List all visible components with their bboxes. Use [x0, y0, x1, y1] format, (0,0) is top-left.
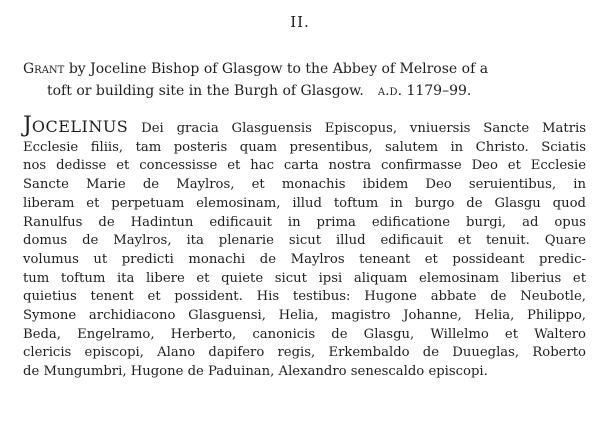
- text-line: nos dedisse et concessisse et hac carta nostra confirmasse Deo et Ecclesie: [23, 158, 586, 174]
- text-line: Sancte Marie de Maylros, et monachis ibidem Deo seruientibus, in: [23, 177, 586, 193]
- text-line: domus de Maylros, ita plenarie sicut illud edificauit et tenuit. Quare: [23, 233, 586, 249]
- text-line: [23, 113, 586, 139]
- heading-date: a.d. 1179–99.: [377, 83, 472, 99]
- heading-line-2: [23, 80, 586, 102]
- initial-letter: J: [23, 113, 32, 138]
- charter-text: [23, 113, 586, 382]
- text-line: de Mungumbri, Hugone de Paduinan, Alexandro senescaldo episcopi.: [23, 364, 488, 380]
- text-line: tum toftum ita libere et quiete sicut ipsi aliquam elemosinam liberius et: [23, 270, 586, 286]
- heading-line-2-text: toft or building site in the Burgh of Glasgow.: [47, 83, 364, 99]
- text-line-1-rest: Dei gracia Glasguensis Episcopus, vniuersis Sancte Matris: [141, 121, 586, 136]
- text-line: clericis episcopi, Alano dapifero regis, Erkembaldo de Duueglas, Roberto: [23, 345, 586, 361]
- text-line: volumus ut predicti monachi de Maylros teneant et possideant predic-: [23, 251, 586, 267]
- heading-line-1: [23, 58, 586, 80]
- first-word: [23, 113, 129, 138]
- heading-lead-word: Grant: [23, 61, 65, 77]
- text-line: Beda, Engelramo, Herberto, canonicis de Glasgu, Willelmo et Waltero: [23, 326, 586, 342]
- text-line: Ranulfus de Hadintun edificauit in prima edificatione burgi, ad opus: [23, 214, 586, 230]
- heading-line-1-text: by Joceline Bishop of Glasgow to the Abbey of Melrose of a: [68, 61, 489, 77]
- text-line: liberam et perpetuam elemosinam, illud toftum in burgo de Glasgu quod: [23, 195, 586, 211]
- charter-number: II.: [290, 13, 310, 31]
- text-line: Symone archidiacono Glasguensi, Helia, magistro Johanne, Helia, Philippo,: [23, 308, 586, 324]
- text-line: quietius tenent et possident. His testibus: Hugone abbate de Neubotle,: [23, 289, 586, 305]
- charter-heading: [23, 58, 586, 102]
- first-word-rest: OCELINUS: [31, 117, 129, 136]
- text-line: Ecclesie filiis, tam posteris quam presentibus, salutem in Christo. Sciatis: [23, 139, 586, 155]
